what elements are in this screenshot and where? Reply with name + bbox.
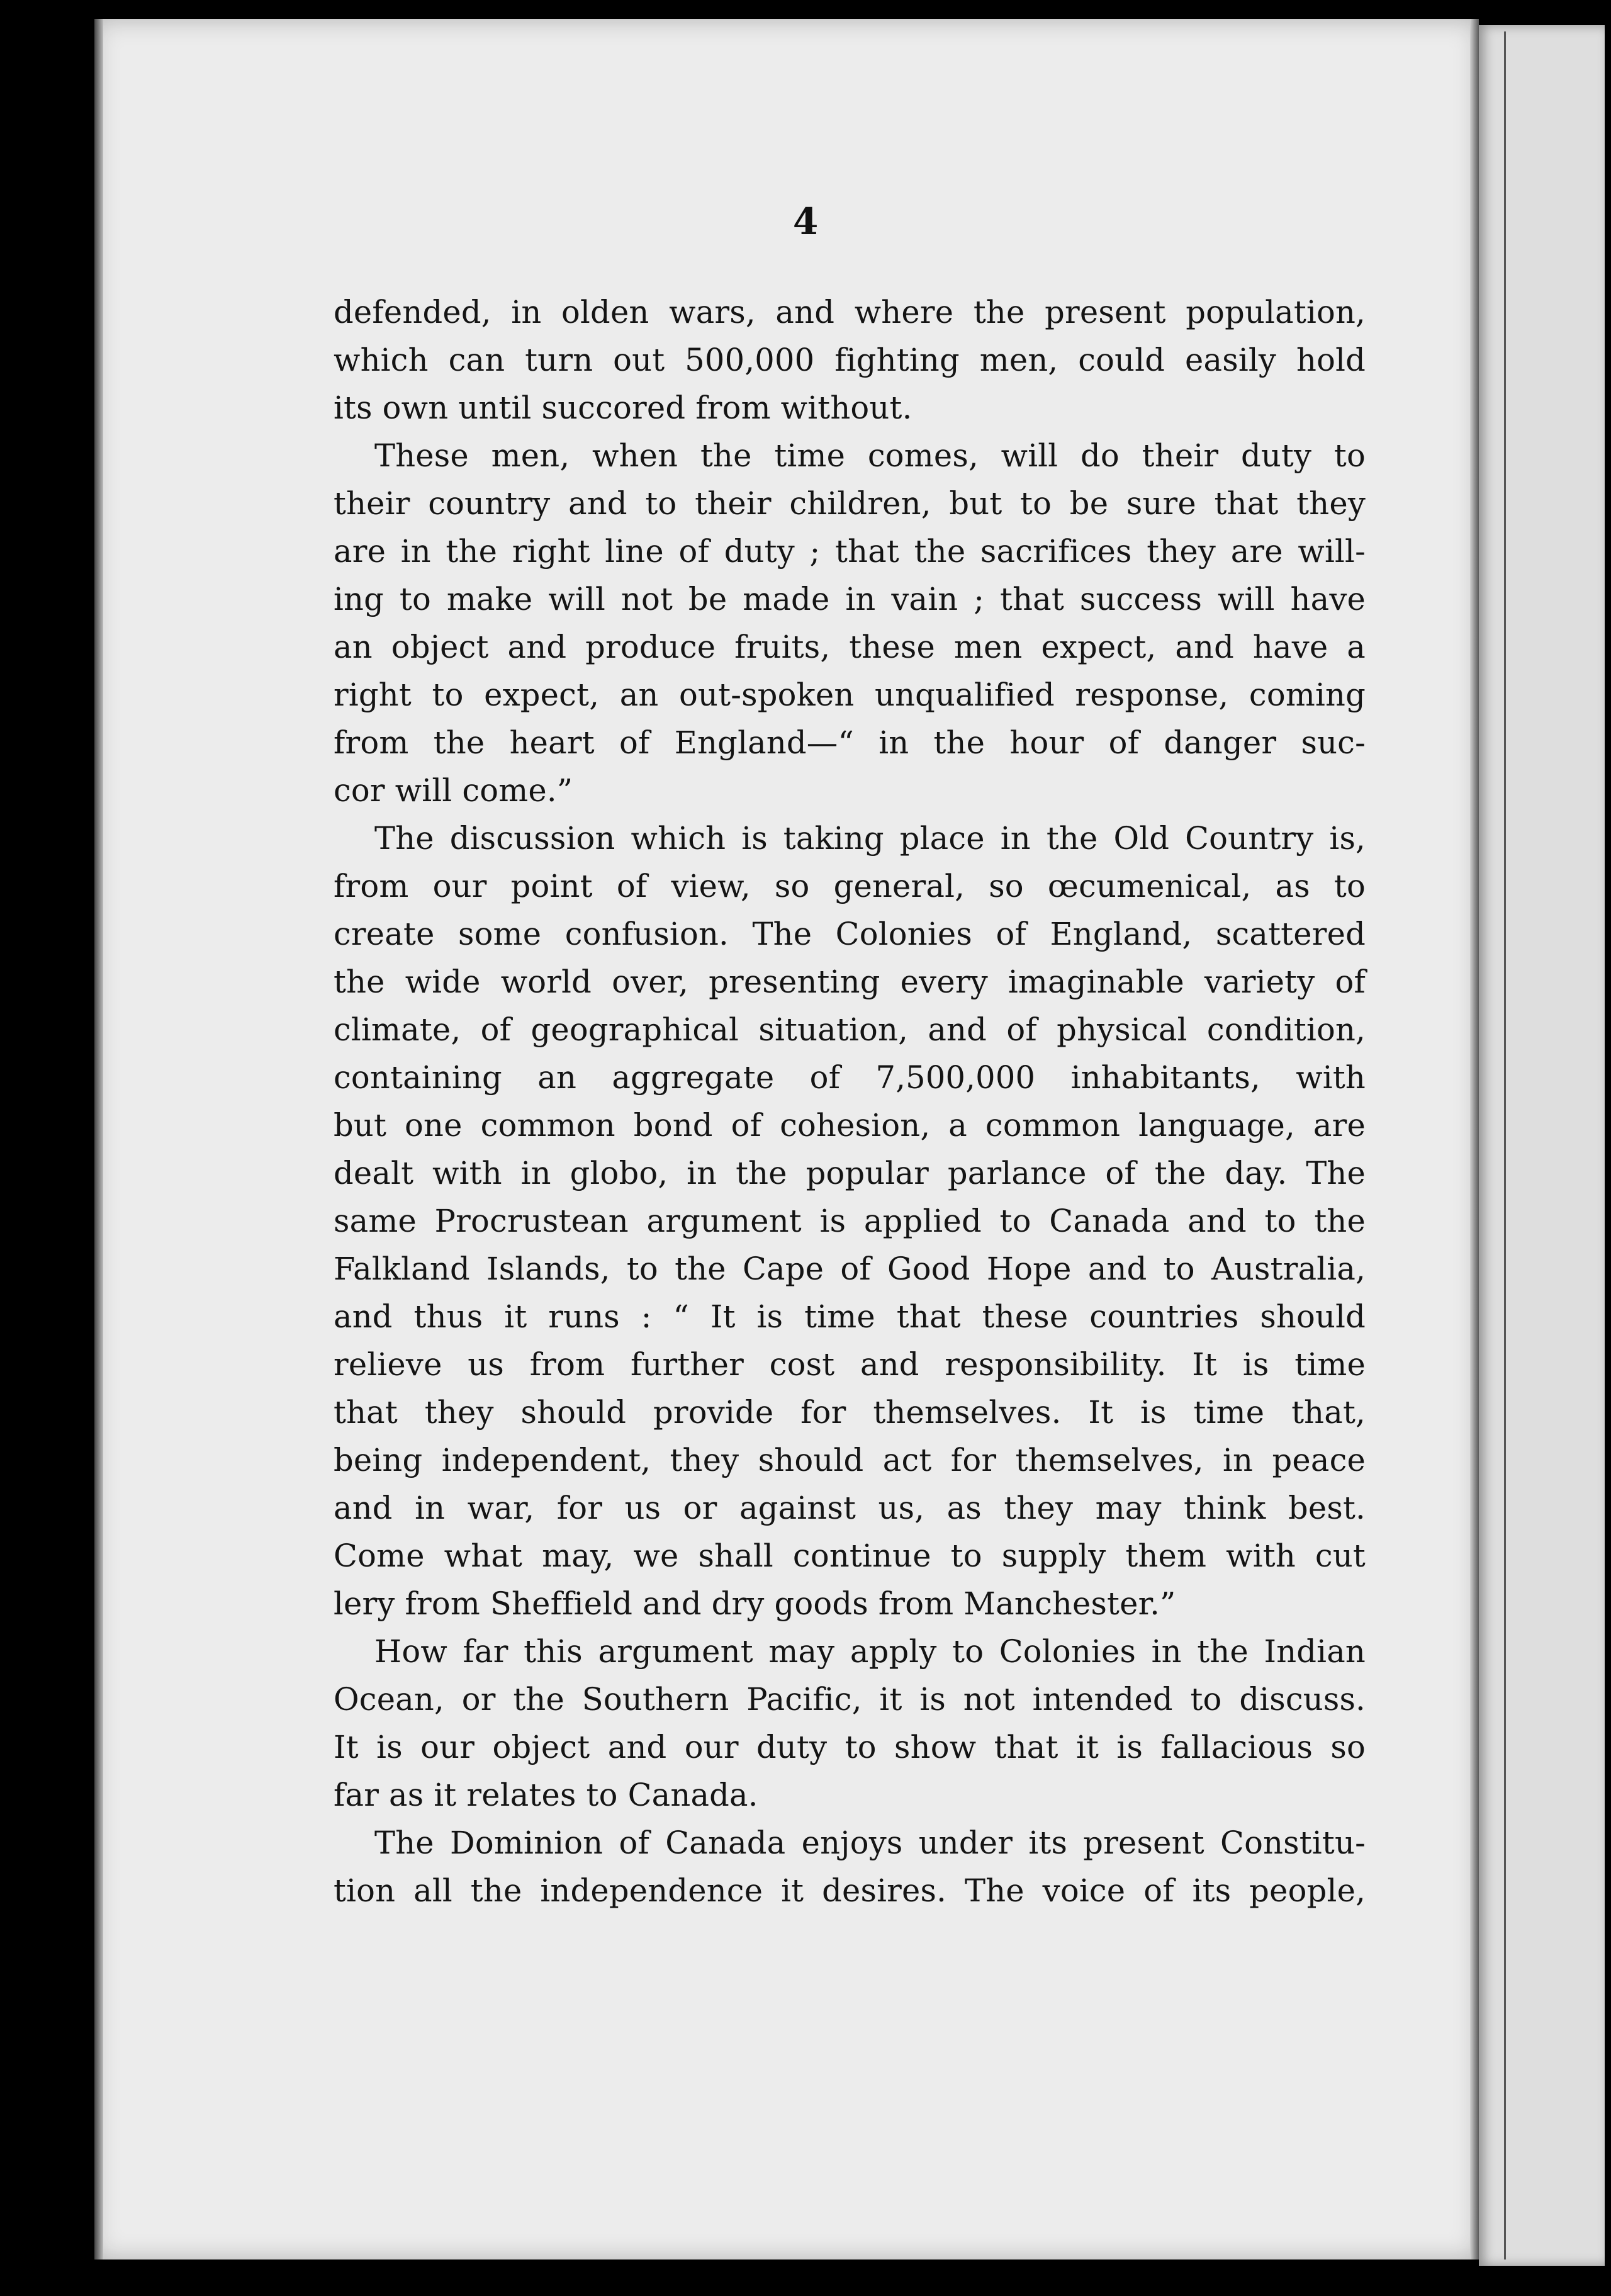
text-line: cor will come.” [334, 772, 573, 809]
text-line: from our point of view, so general, so œcumenical, as to [334, 868, 1366, 904]
page-fold-shadow [1504, 31, 1506, 2259]
text-line: lery from Sheffield and dry goods from Manchester.” [334, 1585, 1176, 1622]
page-right-edge [1470, 19, 1479, 2259]
adjacent-page-edge [1479, 25, 1605, 2266]
text-line: The discussion which is taking place in the Old Country is, [374, 820, 1366, 857]
text-line: that they should provide for themselves. It is time that, [334, 1394, 1366, 1431]
text-line: but one common bond of cohesion, a common language, are [334, 1107, 1366, 1144]
text-line: relieve us from further cost and responsibility. It is time [334, 1346, 1366, 1383]
text-line: containing an aggregate of 7,500,000 inhabitants, with [334, 1059, 1366, 1096]
text-line: ing to make will not be made in vain ; that success will have [334, 581, 1366, 617]
text-line: an object and produce fruits, these men expect, and have a [334, 629, 1366, 665]
text-line: same Procrustean argument is applied to Canada and to the [334, 1203, 1366, 1239]
text-line: How far this argument may apply to Colonies in the Indian [374, 1633, 1366, 1670]
text-line: defended, in olden wars, and where the present population, [334, 294, 1366, 330]
text-line: right to expect, an out-spoken unqualified response, coming [334, 677, 1366, 713]
text-line: It is our object and our duty to show that it is fallacious so [334, 1729, 1366, 1765]
text-line: far as it relates to Canada. [334, 1777, 758, 1813]
text-line: Ocean, or the Southern Pacific, it is not intended to discuss. [334, 1681, 1366, 1718]
text-line: Falkland Islands, to the Cape of Good Hope and to Australia, [334, 1251, 1366, 1287]
page-left-edge [94, 19, 103, 2259]
text-line: and thus it runs : “ It is time that these countries should [334, 1298, 1366, 1335]
text-line: tion all the independence it desires. The voice of its people, [334, 1872, 1366, 1909]
text-line: create some confusion. The Colonies of England, scattered [334, 916, 1366, 952]
text-line: being independent, they should act for themselves, in peace [334, 1442, 1366, 1478]
text-line: are in the right line of duty ; that the sacrifices they are will- [334, 533, 1366, 570]
text-line: and in war, for us or against us, as they may think best. [334, 1490, 1366, 1526]
text-line: climate, of geographical situation, and of physical condition, [334, 1011, 1366, 1048]
text-line: its own until succored from without. [334, 390, 912, 426]
text-line: These men, when the time comes, will do their duty to [374, 437, 1366, 474]
text-line: dealt with in globo, in the popular parlance of the day. The [334, 1155, 1366, 1191]
text-line: The Dominion of Canada enjoys under its present Constitu- [374, 1825, 1366, 1861]
text-line: their country and to their children, but to be sure that they [334, 485, 1366, 522]
page-number: 4 [792, 200, 819, 243]
text-line: from the heart of England—“ in the hour of danger suc- [334, 724, 1366, 761]
body-text [334, 288, 1366, 1915]
text-line: Come what may, we shall continue to supply them with cut [334, 1538, 1366, 1574]
text-line: the wide world over, presenting every imaginable variety of [334, 964, 1366, 1000]
text-line: which can turn out 500,000 fighting men, could easily hold [334, 342, 1366, 378]
